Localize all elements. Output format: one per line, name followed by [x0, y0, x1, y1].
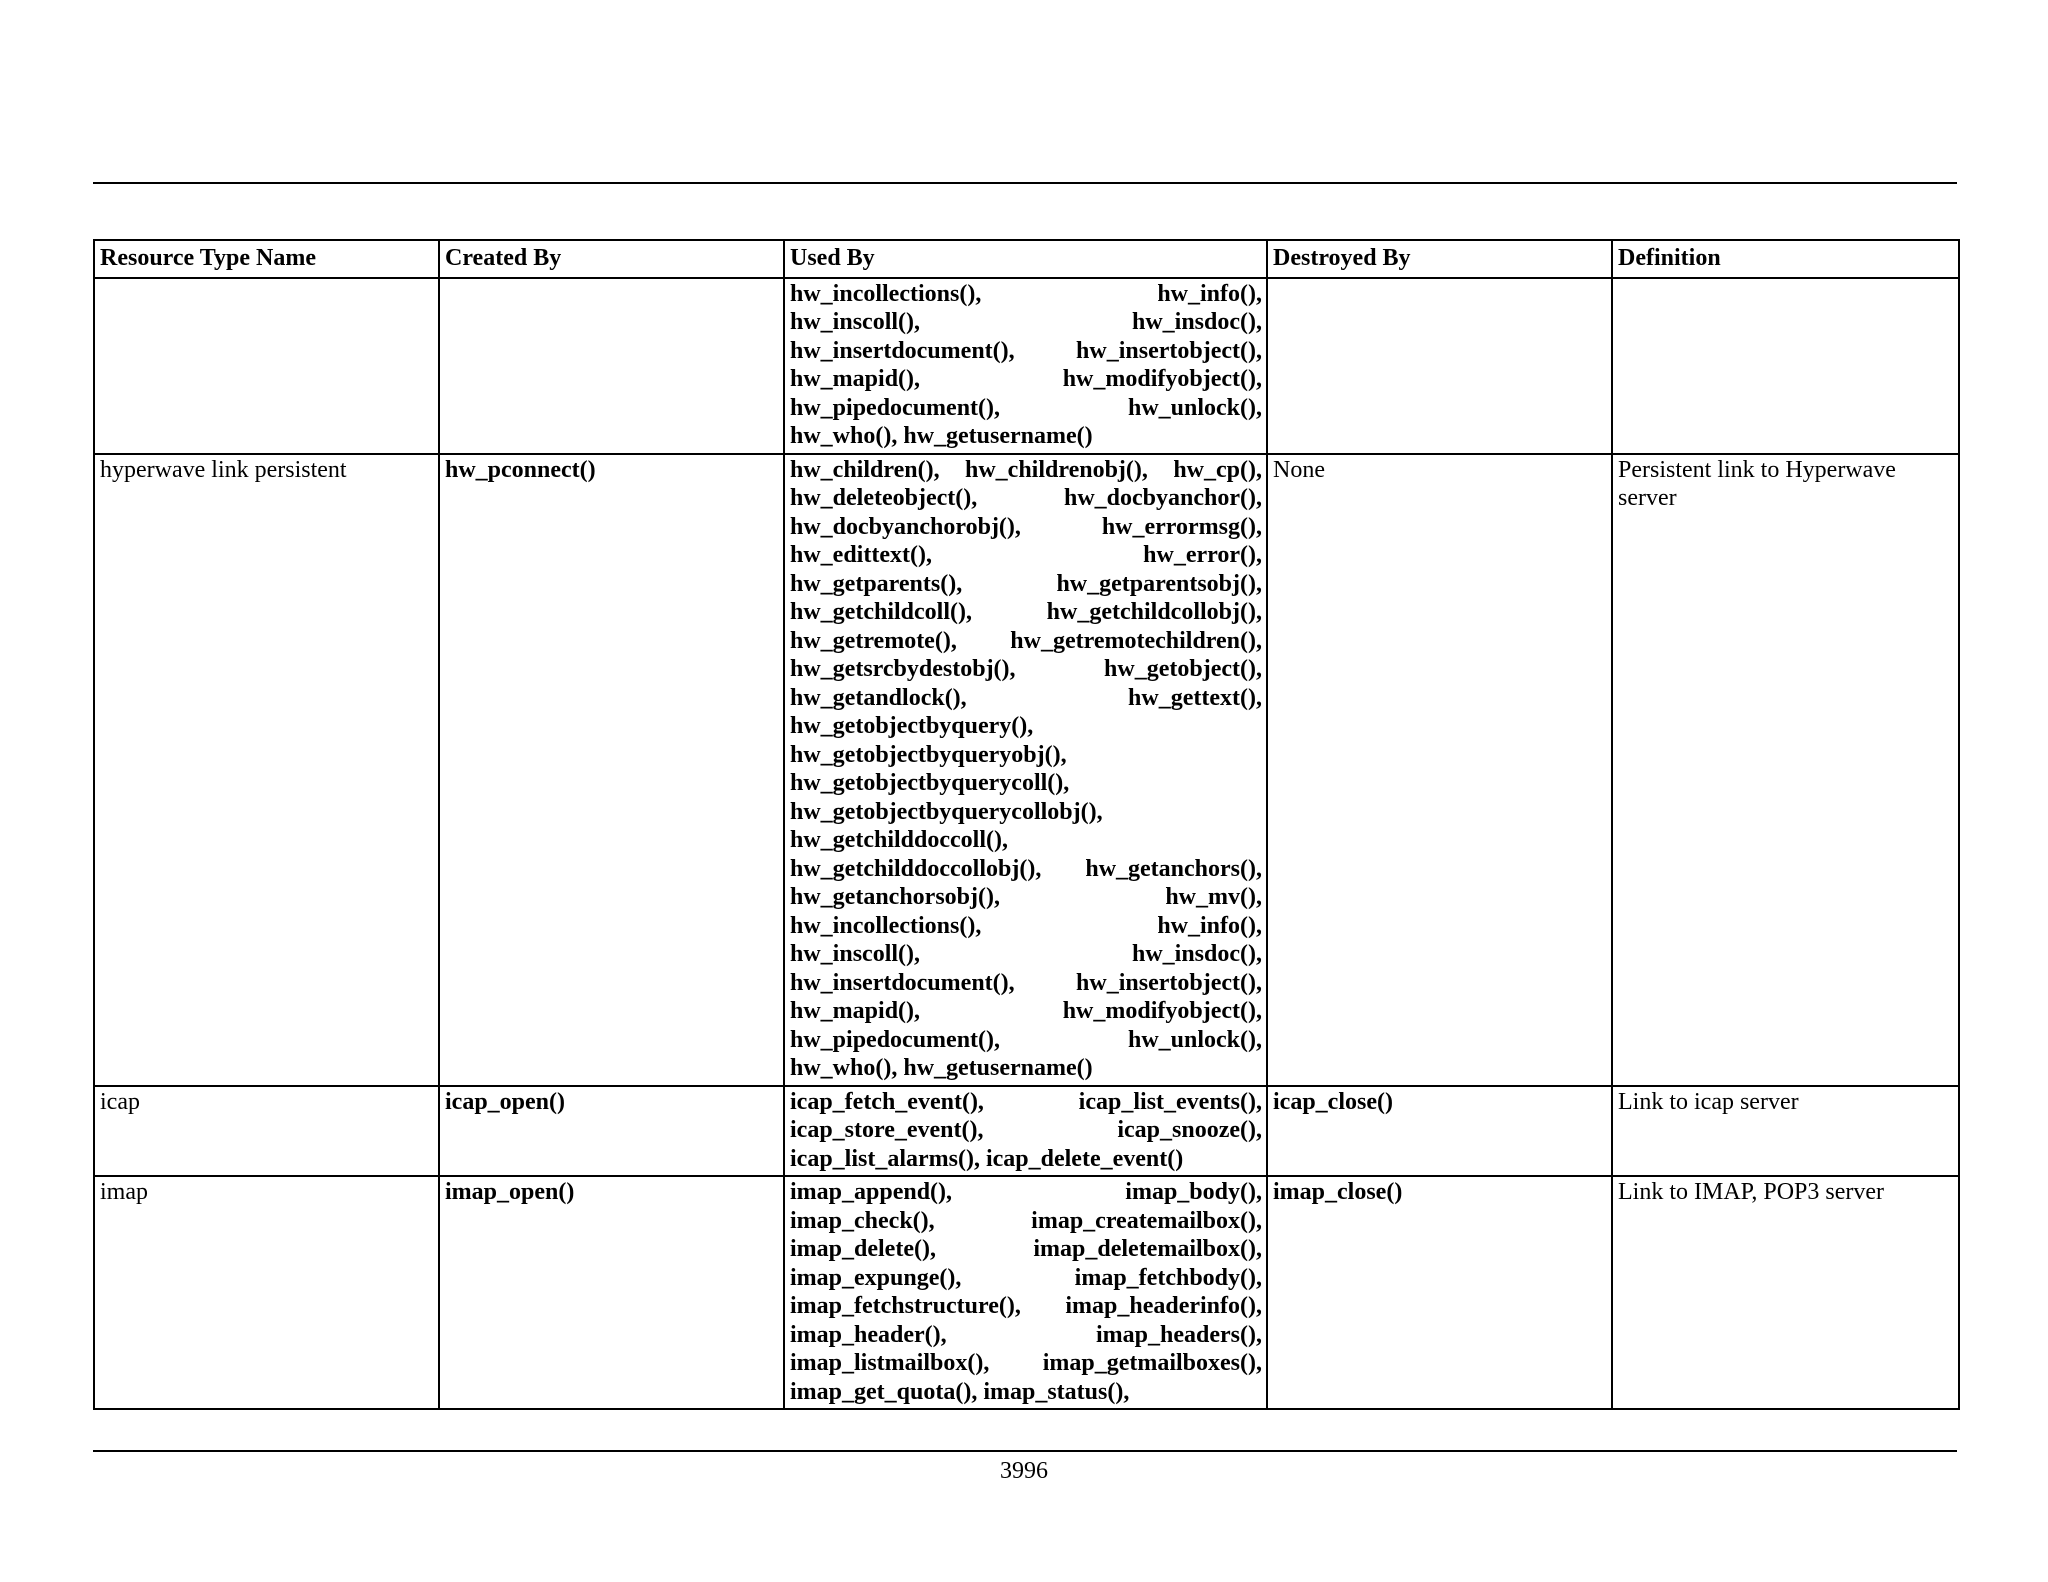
- used-by-line: hw_inscoll(), hw_insdoc(),: [790, 941, 1262, 967]
- resource-type-name-cell: imap: [94, 1176, 439, 1409]
- header-created-by: Created By: [439, 240, 784, 278]
- created-by-cell: [439, 278, 784, 454]
- destroyed-by-cell: icap_close(): [1267, 1086, 1612, 1177]
- header-resource-type-name: Resource Type Name: [94, 240, 439, 278]
- used-by-line: imap_header(), imap_headers(),: [790, 1321, 1262, 1348]
- used-by-line: hw_getobjectbyquerycoll(),: [790, 770, 1070, 796]
- resource-types-table: [93, 239, 1960, 1410]
- used-by-line: hw_inscoll(), hw_insdoc(),: [790, 309, 1262, 335]
- table-row: [94, 278, 1959, 454]
- resource-type-name-cell: [94, 278, 439, 454]
- table-row: [94, 1086, 1959, 1177]
- definition-cell: Persistent link to Hyperwave server: [1612, 454, 1959, 1086]
- used-by-line: hw_getandlock(), hw_gettext(),: [790, 684, 1262, 711]
- used-by-line: hw_getanchorsobj(), hw_mv(),: [790, 884, 1262, 910]
- table-row: [94, 1176, 1959, 1409]
- created-by-cell: icap_open(): [439, 1086, 784, 1177]
- definition-cell: [1612, 278, 1959, 454]
- used-by-line: hw_getobjectbyquerycollobj(),: [790, 798, 1103, 825]
- used-by-line: imap_delete(), imap_deletemailbox(),: [790, 1236, 1262, 1262]
- destroyed-by-cell: [1267, 278, 1612, 454]
- used-by-line: hw_who(), hw_getusername(): [790, 1055, 1093, 1081]
- used-by-line: hw_pipedocument(), hw_unlock(),: [790, 394, 1262, 421]
- used-by-line: hw_getchilddoccoll(),: [790, 827, 1008, 853]
- used-by-line: hw_insertdocument(), hw_insertobject(),: [790, 969, 1262, 996]
- header-destroyed-by: Destroyed By: [1267, 240, 1612, 278]
- used-by-line: hw_mapid(), hw_modifyobject(),: [790, 366, 1262, 392]
- used-by-line: imap_listmailbox(), imap_getmailboxes(),: [790, 1350, 1262, 1376]
- table-row: [94, 454, 1959, 1086]
- used-by-line: hw_children(), hw_childrenobj(), hw_cp(),: [790, 456, 1262, 483]
- used-by-line: hw_getremote(), hw_getremotechildren(),: [790, 627, 1262, 654]
- used-by-cell: [784, 278, 1267, 454]
- used-by-line: hw_getsrcbydestobj(), hw_getobject(),: [790, 656, 1262, 682]
- used-by-line: hw_incollections(), hw_info(),: [790, 280, 1262, 307]
- created-by-cell: hw_pconnect(): [439, 454, 784, 1086]
- used-by-line: imap_fetchstructure(), imap_headerinfo(),: [790, 1293, 1262, 1319]
- used-by-line: imap_check(), imap_createmailbox(),: [790, 1207, 1262, 1234]
- used-by-line: hw_getparents(), hw_getparentsobj(),: [790, 570, 1262, 597]
- used-by-line: hw_mapid(), hw_modifyobject(),: [790, 998, 1262, 1024]
- used-by-line: hw_insertdocument(), hw_insertobject(),: [790, 337, 1262, 364]
- table-body: [94, 278, 1959, 1410]
- footer-rule: [93, 1450, 1957, 1452]
- used-by-line: icap_fetch_event(), icap_list_events(),: [790, 1088, 1262, 1115]
- used-by-cell: [784, 1086, 1267, 1177]
- used-by-line: hw_docbyanchorobj(), hw_errormsg(),: [790, 513, 1262, 540]
- definition-cell: Link to IMAP, POP3 server: [1612, 1176, 1959, 1409]
- header-used-by: Used By: [784, 240, 1267, 278]
- header-definition: Definition: [1612, 240, 1959, 278]
- destroyed-by-cell: None: [1267, 454, 1612, 1086]
- used-by-line: hw_getchilddoccollobj(), hw_getanchors(),: [790, 855, 1262, 882]
- used-by-line: imap_get_quota(), imap_status(),: [790, 1378, 1130, 1405]
- used-by-line: hw_incollections(), hw_info(),: [790, 912, 1262, 939]
- used-by-line: hw_edittext(), hw_error(),: [790, 542, 1262, 568]
- resource-type-name-cell: hyperwave link persistent: [94, 454, 439, 1086]
- table-header-row: [94, 240, 1959, 278]
- definition-cell: Link to icap server: [1612, 1086, 1959, 1177]
- created-by-cell: imap_open(): [439, 1176, 784, 1409]
- used-by-line: hw_deleteobject(), hw_docbyanchor(),: [790, 485, 1262, 511]
- used-by-line: hw_pipedocument(), hw_unlock(),: [790, 1026, 1262, 1053]
- used-by-line: icap_list_alarms(), icap_delete_event(): [790, 1145, 1184, 1172]
- page-number: 3996: [1000, 1458, 1048, 1484]
- used-by-line: hw_getchildcoll(), hw_getchildcollobj(),: [790, 599, 1262, 625]
- used-by-cell: [784, 454, 1267, 1086]
- used-by-line: hw_getobjectbyquery(),: [790, 713, 1034, 739]
- used-by-line: imap_append(), imap_body(),: [790, 1179, 1262, 1205]
- used-by-line: hw_who(), hw_getusername(): [790, 423, 1093, 449]
- used-by-cell: [784, 1176, 1267, 1409]
- destroyed-by-cell: imap_close(): [1267, 1176, 1612, 1409]
- resource-type-name-cell: icap: [94, 1086, 439, 1177]
- used-by-line: hw_getobjectbyqueryobj(),: [790, 741, 1067, 768]
- used-by-line: icap_store_event(), icap_snooze(),: [790, 1117, 1262, 1143]
- header-rule: [93, 182, 1957, 184]
- used-by-line: imap_expunge(), imap_fetchbody(),: [790, 1264, 1262, 1291]
